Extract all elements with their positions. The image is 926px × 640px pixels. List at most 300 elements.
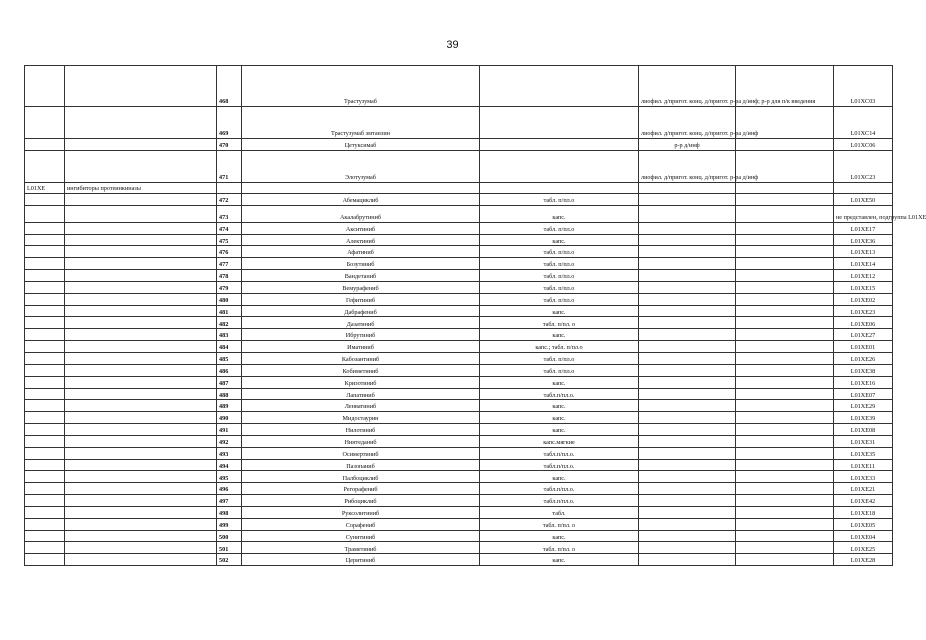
empty-cell [736, 293, 834, 305]
dosage-form: капс.мягкие [480, 435, 639, 447]
table-row [25, 412, 893, 424]
empty-cell [736, 483, 834, 495]
atc-code: L01XC23 [834, 150, 893, 182]
atc-code: L01XE36 [834, 234, 893, 246]
atc-code: L01XE15 [834, 281, 893, 293]
atc-group-code [25, 205, 65, 222]
empty-cell [736, 205, 834, 222]
atc-group-code [25, 139, 65, 151]
dosage-form: табл. п/пл.о [480, 352, 639, 364]
row-number: 488 [217, 388, 242, 400]
dosage-form-injection [639, 424, 736, 436]
atc-group-code [25, 483, 65, 495]
atc-code: L01XE07 [834, 388, 893, 400]
atc-group-code [25, 364, 65, 376]
empty-cell [736, 305, 834, 317]
dosage-form-injection [639, 246, 736, 258]
dosage-form: табл. п/пл.о [480, 193, 639, 205]
dosage-form-injection [639, 506, 736, 518]
drug-name: Цетуксимаб [242, 139, 480, 151]
atc-code: L01XE27 [834, 329, 893, 341]
atc-code: L01XE38 [834, 364, 893, 376]
row-number: 494 [217, 459, 242, 471]
drug-name: Мидостаурин [242, 412, 480, 424]
drug-name: Кобиметиниб [242, 364, 480, 376]
atc-group-code [25, 352, 65, 364]
atc-code: L01XE17 [834, 222, 893, 234]
table-row [25, 329, 893, 341]
atc-group-code [25, 107, 65, 139]
drug-name: Палбоциклиб [242, 471, 480, 483]
dosage-form-injection [639, 293, 736, 305]
drug-name: Осимертиниб [242, 447, 480, 459]
empty-cell [736, 222, 834, 234]
table-row [25, 376, 893, 388]
row-number: 475 [217, 234, 242, 246]
table-row [25, 205, 893, 222]
dosage-form-injection [639, 435, 736, 447]
dosage-form: табл. п/пл. о [480, 518, 639, 530]
table-row [25, 483, 893, 495]
empty-cell [736, 518, 834, 530]
atc-group-code [25, 459, 65, 471]
dosage-form-injection [639, 483, 736, 495]
table-row [25, 139, 893, 151]
dosage-form-injection [639, 530, 736, 542]
group-name [65, 424, 217, 436]
page-number: 39 [446, 39, 459, 51]
group-name [65, 281, 217, 293]
atc-group-code [25, 246, 65, 258]
drug-name: Трастузумаб [242, 66, 480, 107]
row-number: 502 [217, 554, 242, 566]
empty-cell [736, 182, 834, 193]
dosage-form-injection: р-р д/инф [639, 139, 736, 151]
empty-cell [736, 329, 834, 341]
dosage-form: табл.п/пл.о. [480, 483, 639, 495]
atc-code: L01XE05 [834, 518, 893, 530]
empty-cell [736, 506, 834, 518]
dosage-form: капс. [480, 305, 639, 317]
table-row [25, 270, 893, 282]
dosage-form: капс. [480, 424, 639, 436]
dosage-form: табл. п/пл.о [480, 281, 639, 293]
group-name [65, 341, 217, 353]
group-name [65, 193, 217, 205]
table-row [25, 459, 893, 471]
dosage-form: капс. [480, 530, 639, 542]
atc-group-code: L01XE [25, 182, 65, 193]
atc-code: L01XE33 [834, 471, 893, 483]
group-name [65, 518, 217, 530]
dosage-form: табл.п/пл.о. [480, 459, 639, 471]
drug-name [242, 182, 480, 193]
empty-cell [736, 270, 834, 282]
atc-code: L01XE50 [834, 193, 893, 205]
empty-cell [736, 424, 834, 436]
atc-group-code [25, 150, 65, 182]
empty-cell [736, 234, 834, 246]
atc-code: L01XE08 [834, 424, 893, 436]
drug-name: Бозутиниб [242, 258, 480, 270]
drug-name: Ибрутиниб [242, 329, 480, 341]
dosage-form: капс. [480, 554, 639, 566]
drug-name: Лапатиниб [242, 388, 480, 400]
row-number: 473 [217, 205, 242, 222]
drug-name: Траметиниб [242, 542, 480, 554]
row-number: 493 [217, 447, 242, 459]
group-name [65, 139, 217, 151]
atc-group-code [25, 317, 65, 329]
dosage-form-injection [639, 554, 736, 566]
atc-code: L01XE13 [834, 246, 893, 258]
row-number: 483 [217, 329, 242, 341]
group-name [65, 400, 217, 412]
empty-cell [736, 400, 834, 412]
dosage-form-injection [639, 270, 736, 282]
table-row [25, 352, 893, 364]
table-row [25, 447, 893, 459]
empty-cell [736, 376, 834, 388]
group-name [65, 234, 217, 246]
empty-cell [736, 554, 834, 566]
atc-code: L01XE21 [834, 483, 893, 495]
drug-name: Трастузумаб эмтанзин [242, 107, 480, 139]
dosage-form-injection [639, 205, 736, 222]
atc-code: L01XE18 [834, 506, 893, 518]
drug-name: Регорафениб [242, 483, 480, 495]
group-name [65, 530, 217, 542]
drug-name: Акситиниб [242, 222, 480, 234]
empty-cell [736, 364, 834, 376]
drug-name: Гефитиниб [242, 293, 480, 305]
table-row [25, 471, 893, 483]
group-name [65, 352, 217, 364]
atc-group-code [25, 270, 65, 282]
table-row [25, 107, 893, 139]
table-row [25, 435, 893, 447]
group-name [65, 364, 217, 376]
dosage-form-injection [639, 542, 736, 554]
atc-group-code [25, 66, 65, 107]
dosage-form-injection [639, 317, 736, 329]
group-name [65, 270, 217, 282]
table-row [25, 530, 893, 542]
dosage-form-injection [639, 447, 736, 459]
table-body [25, 66, 926, 566]
empty-cell [736, 459, 834, 471]
atc-code: L01XE04 [834, 530, 893, 542]
dosage-form: табл. п/пл.о [480, 364, 639, 376]
drug-name: Вемурафениб [242, 281, 480, 293]
table-row [25, 246, 893, 258]
atc-group-code [25, 447, 65, 459]
row-number: 480 [217, 293, 242, 305]
row-number: 469 [217, 107, 242, 139]
atc-group-code [25, 293, 65, 305]
row-number: 478 [217, 270, 242, 282]
atc-code: L01XE25 [834, 542, 893, 554]
group-name [65, 542, 217, 554]
dosage-form [480, 66, 639, 107]
dosage-form: капс. [480, 400, 639, 412]
drug-name: Кризотиниб [242, 376, 480, 388]
dosage-form-injection [639, 234, 736, 246]
drug-name: Дазатиниб [242, 317, 480, 329]
dosage-form: табл. [480, 506, 639, 518]
table-row [25, 388, 893, 400]
table-row [25, 193, 893, 205]
row-number: 479 [217, 281, 242, 293]
atc-code: L01XE02 [834, 293, 893, 305]
row-number: 476 [217, 246, 242, 258]
dosage-form-injection: лиофил. д/пригот. конц. д/пригот. р-ра д/инф [639, 107, 736, 139]
row-number: 489 [217, 400, 242, 412]
group-name [65, 376, 217, 388]
dosage-form: табл. п/пл.о [480, 222, 639, 234]
row-number: 501 [217, 542, 242, 554]
empty-cell [736, 341, 834, 353]
row-number: 485 [217, 352, 242, 364]
dosage-form [480, 139, 639, 151]
atc-group-code [25, 506, 65, 518]
atc-code: L01XE23 [834, 305, 893, 317]
row-number [217, 182, 242, 193]
empty-cell [736, 281, 834, 293]
dosage-form [480, 107, 639, 139]
dosage-form [480, 182, 639, 193]
atc-code: L01XC06 [834, 139, 893, 151]
table-row [25, 150, 893, 182]
group-name [65, 506, 217, 518]
empty-cell [736, 258, 834, 270]
empty-cell [736, 530, 834, 542]
drug-name: Вандетаниб [242, 270, 480, 282]
dosage-form-injection [639, 518, 736, 530]
atc-code: L01XE31 [834, 435, 893, 447]
table-row [25, 341, 893, 353]
dosage-form [480, 150, 639, 182]
group-name [65, 459, 217, 471]
group-name [65, 246, 217, 258]
atc-group-code [25, 542, 65, 554]
empty-cell [736, 471, 834, 483]
empty-cell [736, 412, 834, 424]
empty-cell [736, 193, 834, 205]
atc-code: L01XE01 [834, 341, 893, 353]
dosage-form: табл. п/пл.о [480, 293, 639, 305]
drug-name: Акалабрутиниб [242, 205, 480, 222]
row-number: 474 [217, 222, 242, 234]
group-name [65, 412, 217, 424]
dosage-form-injection [639, 305, 736, 317]
drug-name: Церитиниб [242, 554, 480, 566]
atc-group-code [25, 258, 65, 270]
drug-name: Нинтеданиб [242, 435, 480, 447]
row-number: 471 [217, 150, 242, 182]
group-name [65, 471, 217, 483]
dosage-form-injection [639, 182, 736, 193]
dosage-form-injection [639, 258, 736, 270]
table-row [25, 182, 893, 193]
table-row [25, 518, 893, 530]
group-name [65, 483, 217, 495]
dosage-form: табл.п/пл.о. [480, 388, 639, 400]
dosage-form: капс.; табл. п/пл.о [480, 341, 639, 353]
row-number: 496 [217, 483, 242, 495]
drug-name: Сорафениб [242, 518, 480, 530]
drug-name: Руксолитиниб [242, 506, 480, 518]
dosage-form: табл.п/пл.о. [480, 447, 639, 459]
empty-cell [736, 435, 834, 447]
atc-group-code [25, 329, 65, 341]
group-name [65, 495, 217, 507]
atc-code: L01XE16 [834, 376, 893, 388]
atc-group-code [25, 222, 65, 234]
group-name [65, 205, 217, 222]
row-number: 500 [217, 530, 242, 542]
atc-group-code [25, 412, 65, 424]
table-row [25, 364, 893, 376]
dosage-form: капс. [480, 329, 639, 341]
dosage-form-injection [639, 364, 736, 376]
group-name [65, 554, 217, 566]
group-name [65, 107, 217, 139]
atc-group-code [25, 388, 65, 400]
dosage-form-injection [639, 495, 736, 507]
table-row [25, 424, 893, 436]
table-row [25, 234, 893, 246]
table-row [25, 506, 893, 518]
empty-cell [736, 139, 834, 151]
dosage-form-injection [639, 388, 736, 400]
atc-code: L01XE35 [834, 447, 893, 459]
row-number: 484 [217, 341, 242, 353]
drug-name: Абемациклиб [242, 193, 480, 205]
table-row [25, 305, 893, 317]
drug-name: Сунитиниб [242, 530, 480, 542]
atc-code: L01XE28 [834, 554, 893, 566]
group-name [65, 435, 217, 447]
row-number: 499 [217, 518, 242, 530]
table-row [25, 495, 893, 507]
atc-code: L01XE11 [834, 459, 893, 471]
dosage-form-injection [639, 459, 736, 471]
row-number: 486 [217, 364, 242, 376]
dosage-form-injection [639, 471, 736, 483]
atc-code: L01XC03 [834, 66, 893, 107]
table-row [25, 400, 893, 412]
group-name [65, 66, 217, 107]
drug-name: Нилотиниб [242, 424, 480, 436]
atc-group-code [25, 530, 65, 542]
dosage-form: табл. п/пл.о [480, 258, 639, 270]
empty-cell [736, 447, 834, 459]
dosage-form: капс. [480, 376, 639, 388]
dosage-form: капс. [480, 205, 639, 222]
atc-group-code [25, 518, 65, 530]
row-number: 498 [217, 506, 242, 518]
atc-group-code [25, 193, 65, 205]
atc-code: L01XE42 [834, 495, 893, 507]
dosage-form: табл. п/пл. о [480, 317, 639, 329]
group-name [65, 329, 217, 341]
group-name [65, 388, 217, 400]
dosage-form-injection [639, 400, 736, 412]
group-name [65, 305, 217, 317]
row-number: 468 [217, 66, 242, 107]
atc-group-code [25, 281, 65, 293]
table-row [25, 66, 893, 107]
row-number: 482 [217, 317, 242, 329]
drug-name: Рибоциклиб [242, 495, 480, 507]
group-name [65, 317, 217, 329]
drug-name: Иматиниб [242, 341, 480, 353]
dosage-form-injection [639, 281, 736, 293]
table-row [25, 258, 893, 270]
drug-name: Ленватиниб [242, 400, 480, 412]
dosage-form-injection [639, 329, 736, 341]
row-number: 470 [217, 139, 242, 151]
atc-group-code [25, 376, 65, 388]
row-number: 472 [217, 193, 242, 205]
group-name [65, 447, 217, 459]
dosage-form-injection [639, 376, 736, 388]
atc-code: L01XE39 [834, 412, 893, 424]
dosage-form-injection [639, 193, 736, 205]
atc-code: L01XE26 [834, 352, 893, 364]
table-row [25, 293, 893, 305]
dosage-form: табл. п/пл.о [480, 270, 639, 282]
atc-code: L01XE29 [834, 400, 893, 412]
table-row [25, 222, 893, 234]
row-number: 495 [217, 471, 242, 483]
atc-code: не представлен, подгруппа L01XE [834, 205, 893, 222]
dosage-form-injection [639, 222, 736, 234]
dosage-form: капс. [480, 412, 639, 424]
dosage-form: табл. п/пл. о [480, 542, 639, 554]
dosage-form-injection [639, 341, 736, 353]
empty-cell [736, 352, 834, 364]
row-number: 487 [217, 376, 242, 388]
empty-cell [736, 317, 834, 329]
atc-code: L01XE14 [834, 258, 893, 270]
drug-table [24, 65, 926, 566]
empty-cell [736, 246, 834, 258]
group-name: ингибиторы протеинкиназы [65, 182, 217, 193]
empty-cell [736, 542, 834, 554]
row-number: 492 [217, 435, 242, 447]
atc-code: L01XE06 [834, 317, 893, 329]
table-row [25, 554, 893, 566]
group-name [65, 258, 217, 270]
drug-name: Афатиниб [242, 246, 480, 258]
atc-group-code [25, 554, 65, 566]
table-row [25, 542, 893, 554]
atc-group-code [25, 305, 65, 317]
group-name [65, 222, 217, 234]
dosage-form: табл. п/пл.о [480, 246, 639, 258]
atc-group-code [25, 471, 65, 483]
dosage-form-injection [639, 352, 736, 364]
atc-code [834, 182, 893, 193]
atc-group-code [25, 234, 65, 246]
drug-name: Кабозантиниб [242, 352, 480, 364]
dosage-form: табл.п/пл.о. [480, 495, 639, 507]
row-number: 481 [217, 305, 242, 317]
dosage-form: капс. [480, 234, 639, 246]
dosage-form-injection: лиофил. д/пригот. конц. д/пригот. р-ра д/инф; р-р для п/к введения [639, 66, 736, 107]
